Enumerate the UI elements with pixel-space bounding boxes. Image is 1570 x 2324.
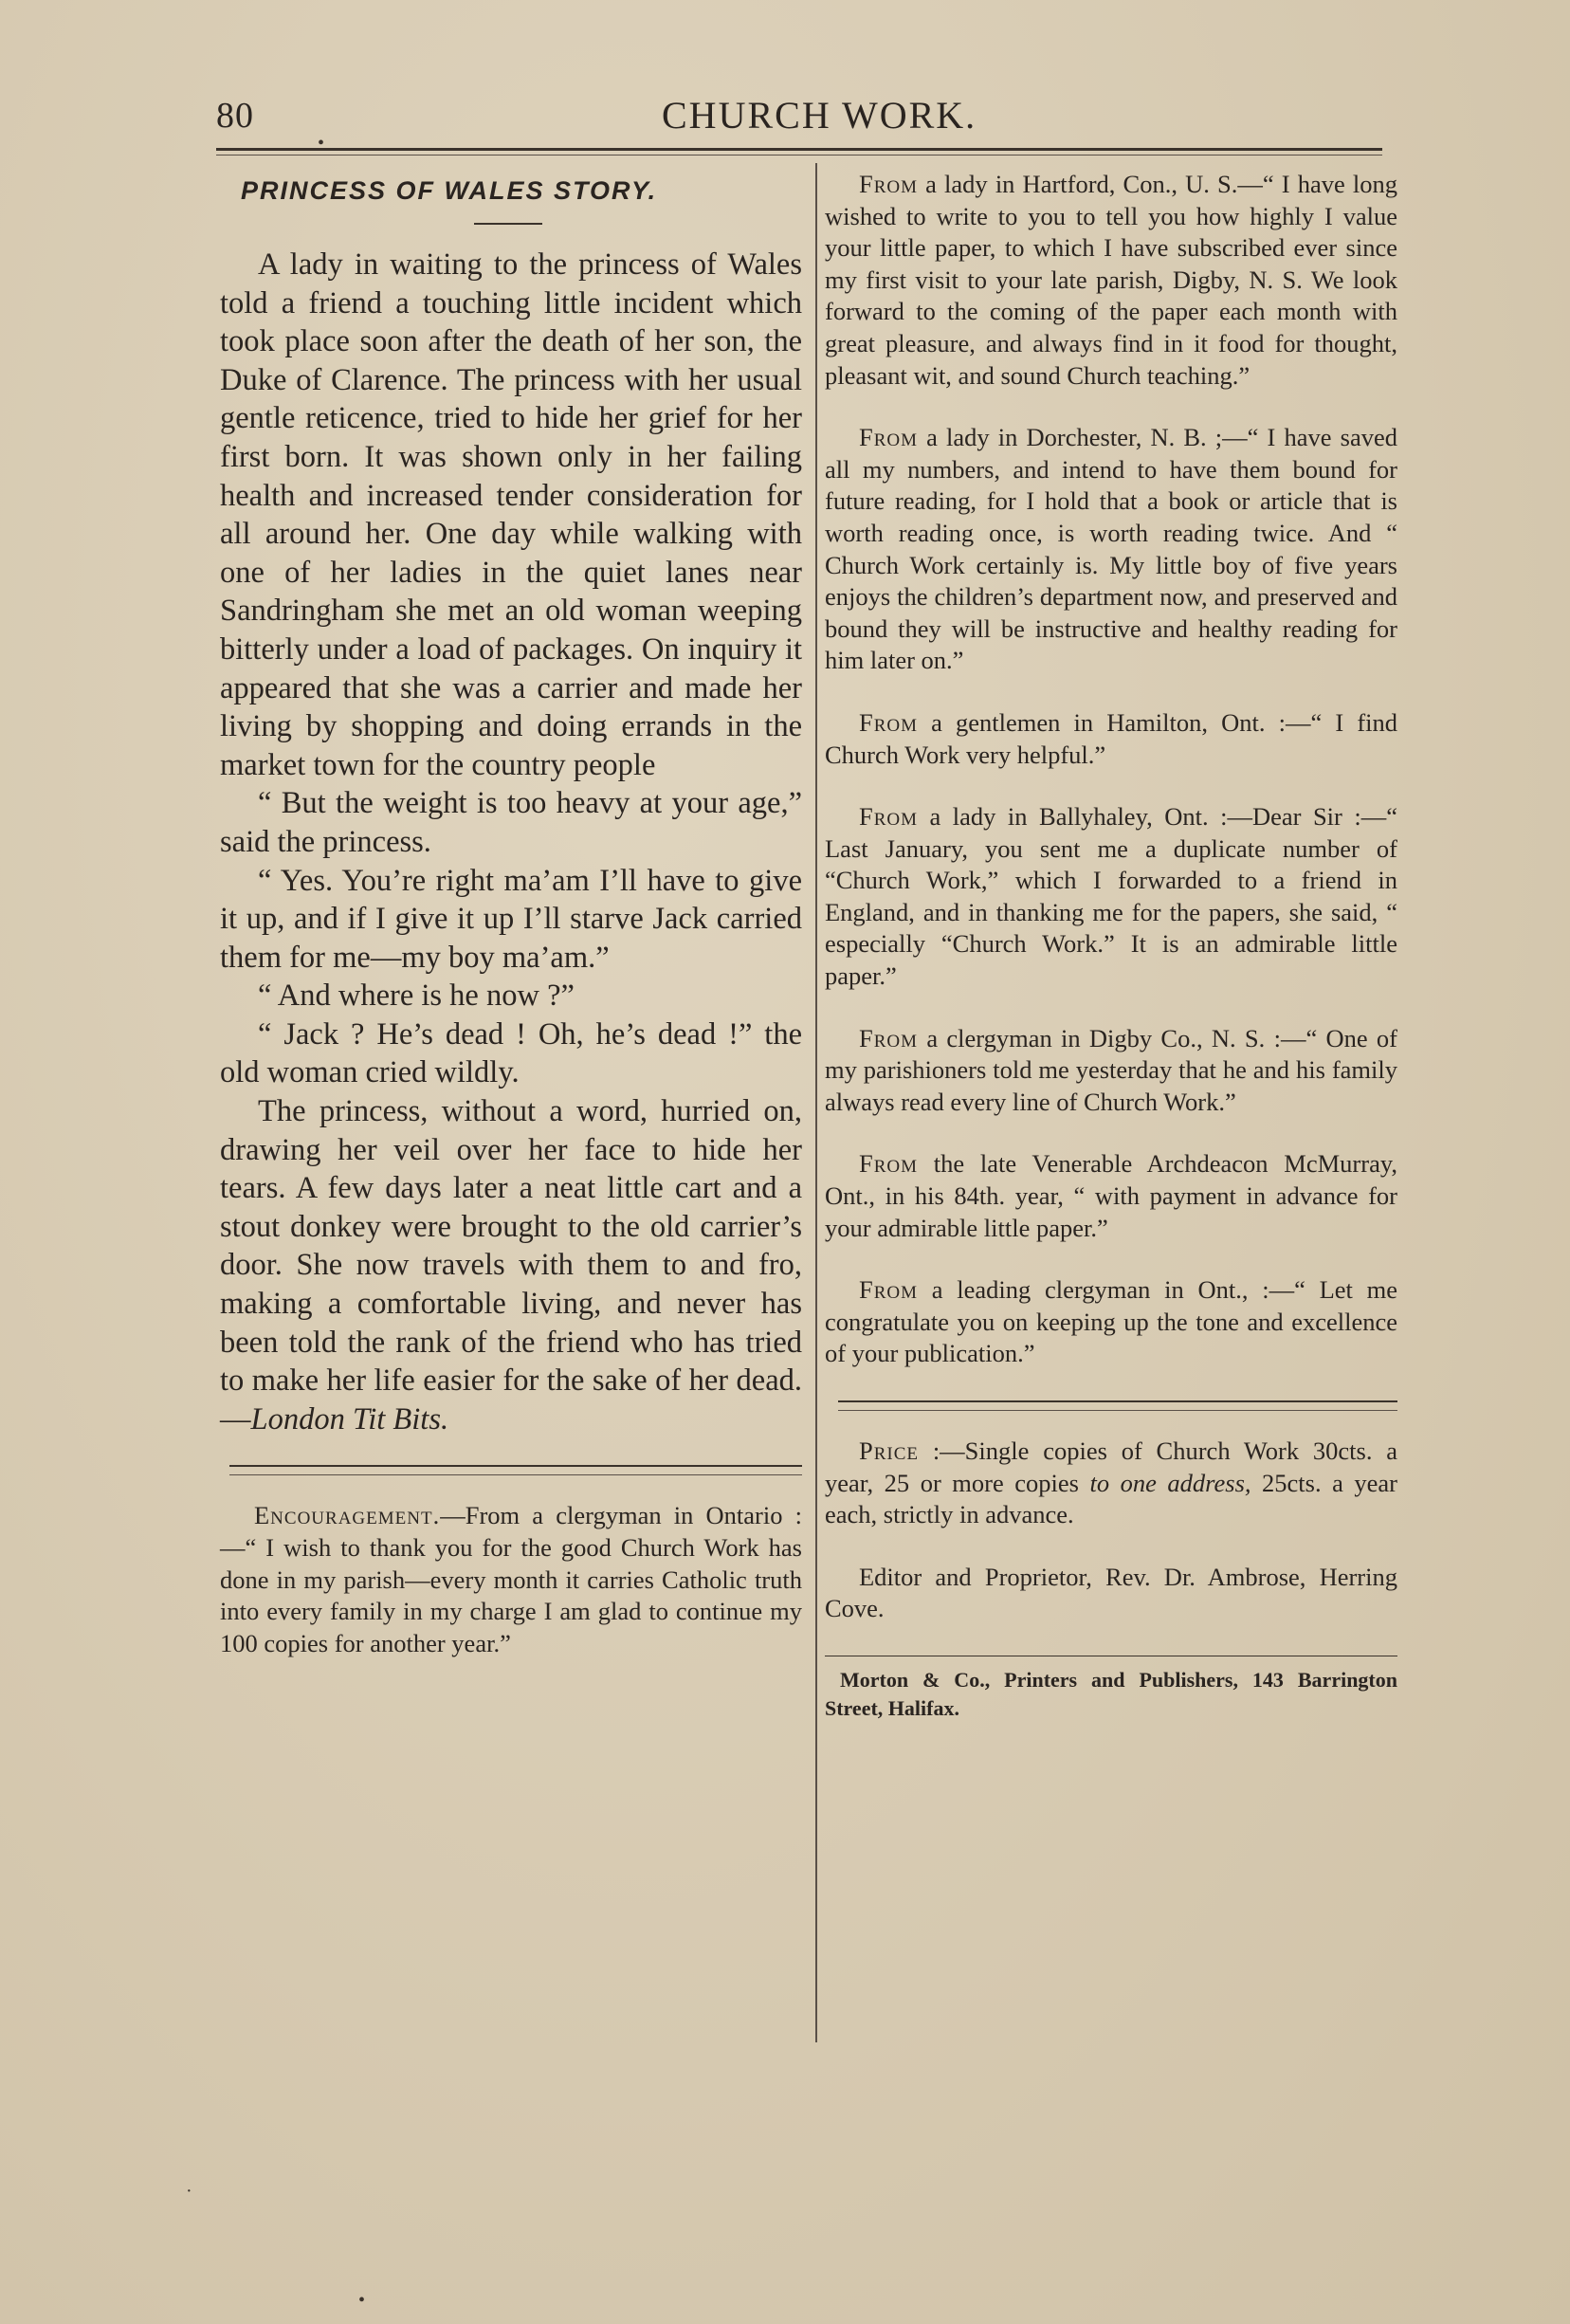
letter-item [825,801,1397,993]
column-divider [815,163,817,2042]
story-paragraph-text: The princess, without a word, hurried on, drawing her veil over her face to hide her tears. A few days later a neat little cart and a stout donkey were brought to the old carrier’s door. She now travels with them to and fro, making a comfortable living, and never has been told the rank of the friend who has tried to make her life easier for the sake of her dead.— [220,1094,802,1436]
letter-text: a gentlemen in Hamilton, Ont. :—“ I find Church Work very helpful.” [825,707,1397,769]
page-header [216,87,1382,144]
story-body [220,246,802,1438]
printer-imprint [825,1656,1397,1723]
price-emphasis: to one address, [1089,1468,1251,1497]
encouragement-lead: Encouragement. [254,1501,441,1530]
encouragement-paragraph [220,1500,802,1659]
letter-item [825,1274,1397,1370]
page-number: 80 [216,96,254,136]
letter-item [825,169,1397,392]
story-paragraph: “ Yes. You’re right ma’am I’ll have to give it up, and if I give it up I’ll starve Jack carried them for me—my boy ma’am.” [220,863,802,975]
letter-lead: From [859,1023,919,1052]
letter-lead: From [859,423,919,452]
story-paragraph: “ But the weight is too heavy at your age,” said the princess. [220,786,802,859]
story-attribution: London Tit Bits. [250,1401,449,1436]
editor-line: Editor and Proprietor, Rev. Dr. Ambrose, Herring Cove. [825,1562,1397,1623]
letter-lead: From [859,707,919,737]
letter-item [825,422,1397,677]
price-paragraph [825,1436,1397,1531]
story-title: PRINCESS OF WALES STORY. [241,176,658,205]
price-lead: Price [859,1436,920,1465]
letter-text: a clergyman in Digby Co., N. S. :—“ One of my parishioners told me yesterday that he and his family always read every line of Church Work.” [825,1023,1397,1116]
letter-text: a leading clergyman in Ont., :—“ Let me congratulate you on keeping up the tone and excellence of your publication.” [825,1275,1397,1368]
letter-text: the late Venerable Archdeacon McMurray, Ont., in his 84th. year, “ with payment in advance for your admirable little paper.” [825,1149,1397,1242]
story-paragraph: A lady in waiting to the princess of Wales told a friend a touching little incident which took place soon after the death of her son, the Duke of Clarence. The princess with her usual gentle reticence, tried to hide her grief for her first born. It was shown only in her failing health and increased tender consideration for all around her. One day while walking with one of her ladies in the quiet lanes near Sandringham she met an old woman weeping bitterly under a load of packages. On inquiry it appeared that she was a carrier and made her living by shopping and doing errands in the market town for the country people [220,247,802,782]
letter-text: a lady in Ballyhaley, Ont. :—Dear Sir :—“ Last January, you sent me a duplicate number of “Church Work,” which I forwarded to a friend in England, and in thanking me for the papers, she said, “ especially “Church Work.” It is an admirable little paper.” [825,802,1397,991]
letter-lead: From [859,802,919,832]
letter-lead: From [859,1149,919,1179]
encouragement-notice [220,1500,802,1659]
header-rule-thin [216,155,1382,156]
encouragement-text: —From a clergyman in Ontario :—“ I wish to thank you for the good Church Work has done in my parish—every month it carries Catholic truth into every family in my charge I am glad to continue my 100 copies for another year.” [220,1501,802,1657]
title-rule [474,223,542,225]
price-text: :—Single copies of Church Work 30cts. a year, 25 or more copies [825,1436,1397,1497]
letter-text: a lady in Hartford, Con., U. S.—“ I have long wished to write to you to tell you how highly I value your little paper, to which I have subscribed ever since my first visit to your late parish, Digby, N. S. We look forward to the coming of the paper each month with great pleasure, and always find in it food for thought, pleasant wit, and sound Church teaching.” [825,170,1397,390]
section-rule [229,1465,802,1475]
story-paragraph-last [220,1092,802,1438]
left-column [220,169,802,1688]
ink-speck: • [358,2290,366,2311]
letter-item [825,1023,1397,1119]
right-column [825,169,1397,1723]
price-text-after: 25cts. a year each, strictly in advance. [825,1468,1397,1529]
letter-item [825,707,1397,771]
letter-text: a lady in Dorchester, N. B. ;—“ I have saved all my numbers, and intend to have them bound for future reading, for I hold that a book or article that is worth reading once, is worth reading twice. And “ Church Work certainly is. My little boy of five years enjoys the children’s department now, and preserved and bound they will be instructive and healthy reading for him later on.” [825,423,1397,675]
story-paragraph: “ Jack ? He’s dead ! Oh, he’s dead !” the old woman cried wildly. [220,1016,802,1090]
letters-list [825,169,1397,1370]
imprint-text: Morton & Co., Printers and Publishers, 143 Barrington Street, Halifax. [825,1667,1397,1720]
letter-item [825,1148,1397,1244]
section-rule [838,1400,1397,1411]
letter-lead: From [859,170,919,198]
header-rule [216,148,1382,151]
ink-speck: • [318,133,325,154]
letter-lead: From [859,1275,919,1305]
ink-speck: · [186,2181,192,2202]
price-notice [825,1436,1397,1625]
story-paragraph: “ And where is he now ?” [258,979,575,1014]
running-title: CHURCH WORK. [662,94,977,137]
